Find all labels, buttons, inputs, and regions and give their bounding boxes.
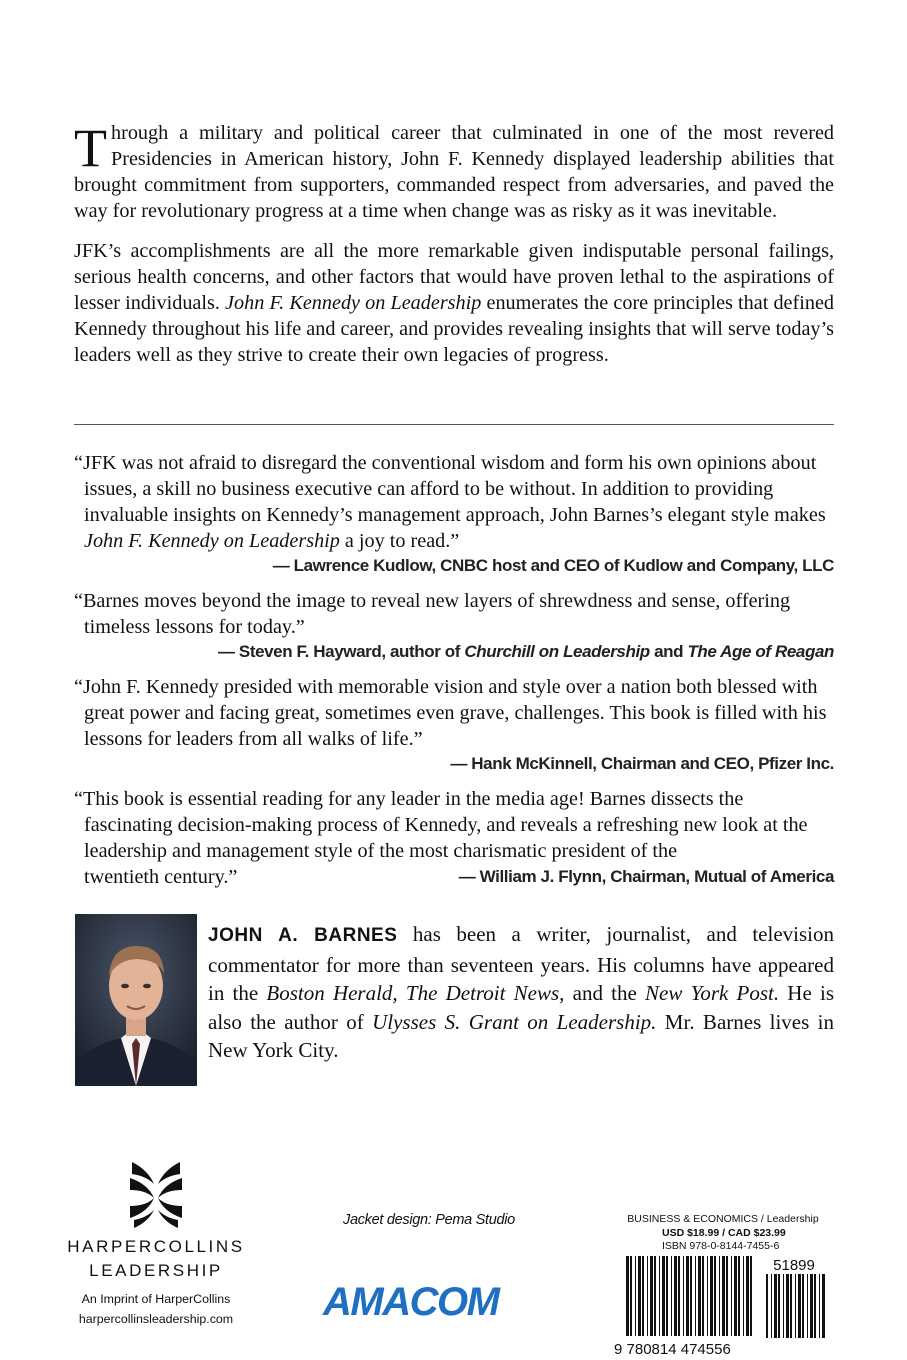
intro-paragraph-1: Through a military and political career that culminated in one of the most revered Presidencies in American history, John F. Kennedy displayed leadership abilities that brought commitment from supporters, commanded respect from adversaries, and paved the way for revolutionary progress at a time when change was as risky as it was inevitable. — [74, 118, 834, 222]
barcode-bar — [814, 1274, 816, 1338]
isbn-info — [612, 1213, 834, 1253]
isbn-barcode — [614, 1254, 836, 1358]
barcode-bar — [822, 1274, 825, 1338]
intro-paragraph-2: JFK’s accomplishments are all the more remarkable given indisputable personal failings, serious health concerns, and other factors that would have proven lethal to the aspirations of lesser individuals. John F. Kennedy on Leadership enumerates the core principles that defined Kennedy throughout his life and career, and provides revealing insights that will serve today’s leaders well as they strive to create their own legacies of progress. — [74, 240, 834, 366]
harpercollins-mark-icon — [126, 1160, 186, 1230]
publisher-url: harpercollinsleadership.com — [78, 1312, 234, 1326]
barcode-bar — [743, 1256, 744, 1336]
endorsements — [74, 450, 834, 900]
barcode-bar — [790, 1274, 792, 1338]
author-name: JOHN A. BARNES — [208, 925, 398, 946]
barcode-bar — [650, 1256, 653, 1336]
barcode-bar — [734, 1256, 737, 1336]
endorsement-mckinnell: “John F. Kennedy presided with memorable vision and style over a nation both blessed with great power and facing great, sometimes even grave, challenges. This book is filled with his lessons for leaders from all walks of life.” — Hank McKinnell, Chairman and CEO, Pfizer Inc. — [74, 674, 834, 776]
author-bio: JOHN A. BARNES has been a writer, journalist, and television commentator for more than seventeen years. His columns have appeared in the Boston Herald, The Detroit News, and the New York Post. He is also the author of Ulysses S. Grant on Leadership. Mr. Barnes lives in New York City. — [208, 922, 835, 1062]
barcode-bar — [638, 1256, 641, 1336]
drop-cap: T — [74, 118, 107, 178]
barcode-bar — [766, 1274, 768, 1338]
barcode-bar — [654, 1256, 656, 1336]
barcode-bar — [671, 1256, 672, 1336]
harpercollins-logo — [66, 1160, 246, 1329]
price-line: USD $18.99 / CAD $23.99 — [662, 1227, 786, 1239]
barcode-bar — [710, 1256, 713, 1336]
barcode-bar — [662, 1256, 665, 1336]
barcode-bar — [683, 1256, 684, 1336]
jacket-credit: Jacket design: Pema Studio — [343, 1212, 515, 1228]
author-portrait-graphic — [75, 914, 197, 1086]
endorsement-kudlow: “JFK was not afraid to disregard the conventional wisdom and form his own opinions about issues, a skill no business executive can afford to be without. In addition to providing invaluable insights on Kennedy’s management approach, John Barnes’s elegant style makes John F. Kennedy on Leadership a joy to read.” — Lawrence Kudlow, CNBC host and CEO of Kudlow and Company, LLC — [74, 450, 834, 578]
endorsement-attribution: — Hank McKinnell, Chairman and CEO, Pfizer Inc. — [450, 754, 834, 773]
barcode-bar — [722, 1256, 725, 1336]
intro-text — [74, 120, 834, 382]
barcode-bar — [695, 1256, 696, 1336]
endorsement-attribution: — William J. Flynn, Chairman, Mutual of America — [458, 867, 834, 886]
imprint-text: An Imprint of HarperCollins — [81, 1292, 231, 1306]
barcode-bar — [714, 1256, 716, 1336]
barcode-bar — [802, 1274, 804, 1338]
barcode-bar — [783, 1274, 784, 1338]
barcode-bar — [690, 1256, 692, 1336]
author-photo — [75, 914, 197, 1086]
barcode-bar — [726, 1256, 728, 1336]
brand-line-2: LEADERSHIP — [89, 1261, 223, 1280]
barcode-bar — [666, 1256, 668, 1336]
endorsement-attribution: — Lawrence Kudlow, CNBC host and CEO of Kudlow and Company, LLC — [272, 556, 834, 575]
barcode-bar — [635, 1256, 636, 1336]
barcode-bar — [774, 1274, 777, 1338]
barcode-bar — [678, 1256, 680, 1336]
barcode-digits: 9 780814 474556 — [614, 1341, 731, 1358]
barcode-bar — [702, 1256, 704, 1336]
barcode-bar — [626, 1256, 629, 1336]
barcode-bar — [819, 1274, 820, 1338]
section-divider — [74, 424, 834, 425]
endorsement-hayward: “Barnes moves beyond the image to reveal new layers of shrewdness and sense, offering timeless lessons for today.” — Steven F. Hayward, author of Churchill on Leadership and The Age of Reagan — [74, 588, 834, 664]
barcode-bar — [738, 1256, 740, 1336]
barcode-bar — [686, 1256, 689, 1336]
barcode-addon-digits: 51899 — [773, 1257, 815, 1274]
endorsement-attribution: — Steven F. Hayward, author of Churchill on Leadership and The Age of Reagan — [217, 642, 834, 661]
barcode-bar — [731, 1256, 732, 1336]
barcode-bar — [719, 1256, 720, 1336]
amacom-logo: AMACOM — [323, 1280, 499, 1324]
barcode-bar — [795, 1274, 796, 1338]
barcode-bar — [698, 1256, 701, 1336]
barcode-bar — [746, 1256, 749, 1336]
barcode-bar — [659, 1256, 660, 1336]
barcode-bar — [642, 1256, 644, 1336]
barcode-bar — [707, 1256, 708, 1336]
barcode-bar — [647, 1256, 648, 1336]
book-title: John F. Kennedy on Leadership — [225, 292, 482, 314]
barcode-bar — [786, 1274, 789, 1338]
bisac-category: BUSINESS & ECONOMICS / Leadership — [627, 1213, 819, 1225]
isbn-line: ISBN 978-0-8144-7455-6 — [662, 1240, 780, 1252]
barcode-bar — [807, 1274, 808, 1338]
endorsement-flynn: “This book is essential reading for any leader in the media age! Barnes dissects the fascinating decision-making process of Kennedy, and reveals a refreshing new look at the leadership and management style of the most charismatic president of the twentieth century.” — William J. Flynn, Chairman, Mutual of America — [74, 788, 834, 888]
brand-line-1: HARPERCOLLINS — [67, 1237, 245, 1256]
barcode-bar — [630, 1256, 632, 1336]
barcode-bar — [771, 1274, 772, 1338]
barcode-bar — [674, 1256, 677, 1336]
barcode-bar — [778, 1274, 780, 1338]
barcode-bar — [798, 1274, 801, 1338]
barcode-bar — [810, 1274, 813, 1338]
barcode-bar — [750, 1256, 752, 1336]
